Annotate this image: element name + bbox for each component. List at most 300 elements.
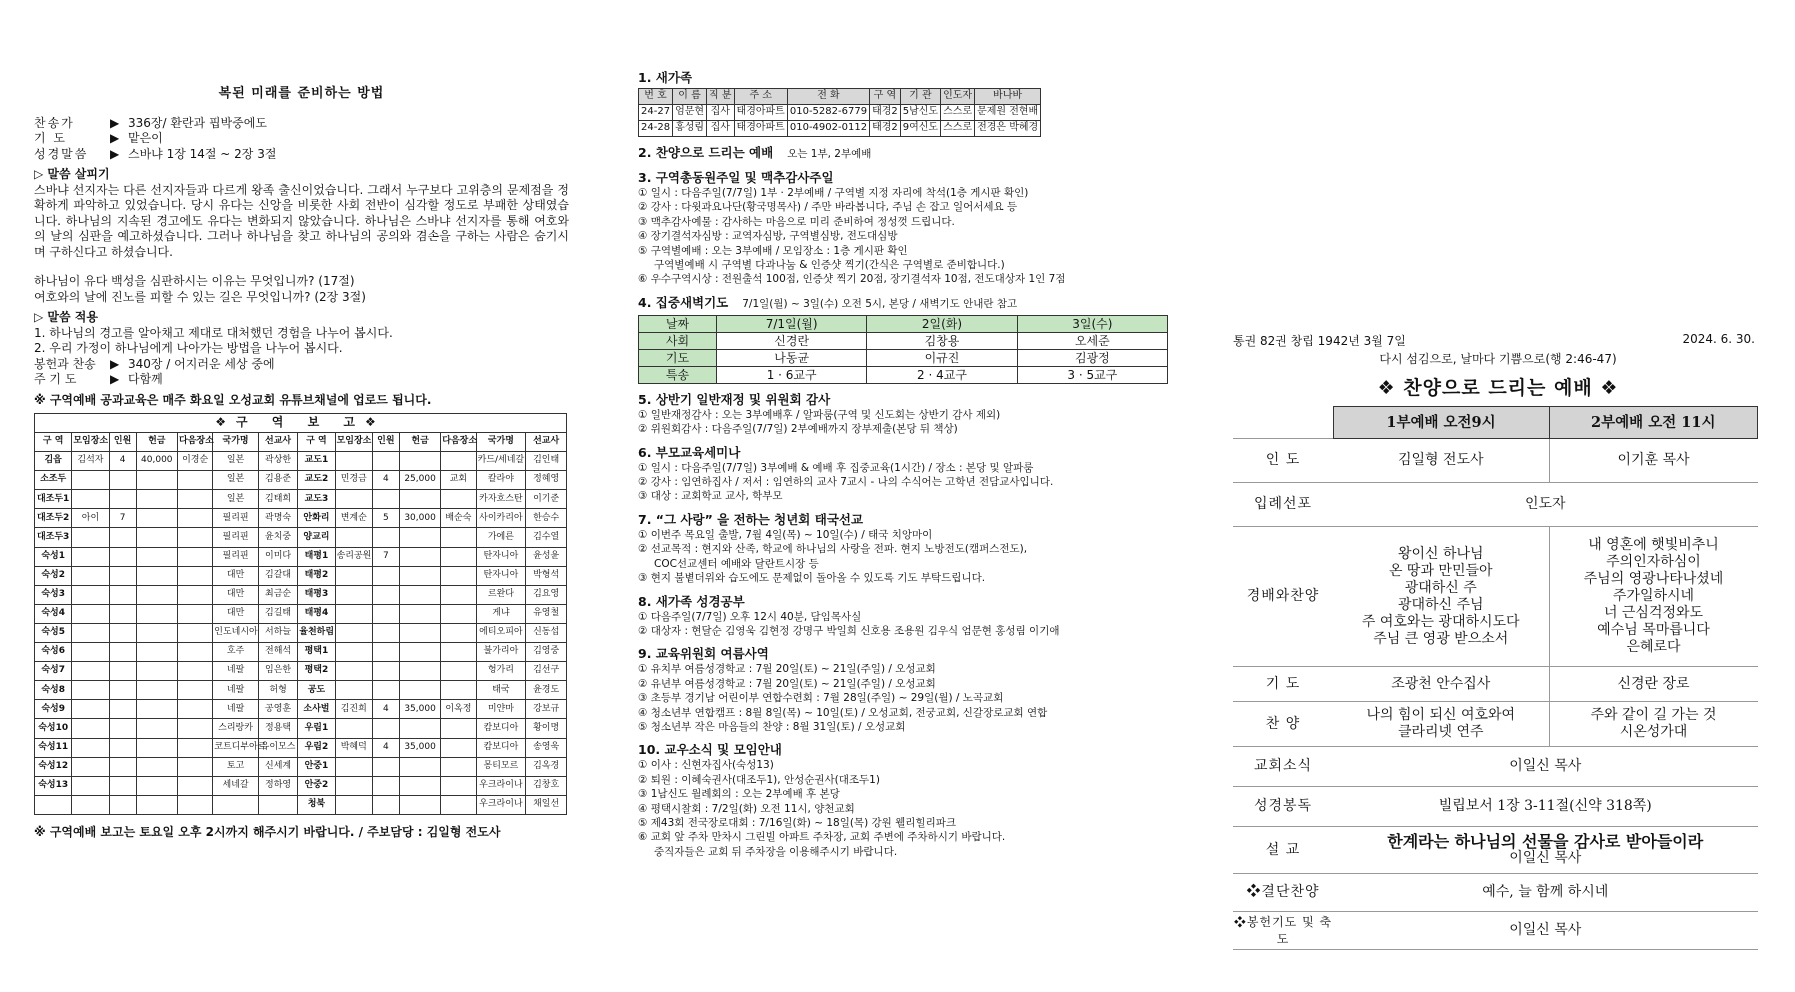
bulletin-header <box>1233 332 1763 349</box>
report-header-cell: 구 역 <box>298 433 335 452</box>
list-item: ② 강사 : 임연하집사 / 저서 : 임연하의 교사 7교시 - 나의 수식어는 고학년 전담교사입니다. <box>638 476 1054 489</box>
report-cell <box>178 795 213 814</box>
dawn-cell: 1 · 6교구 <box>717 366 867 383</box>
report-cell: 김갈대 <box>258 566 297 585</box>
report-cell <box>178 623 213 642</box>
report-cell <box>399 757 440 776</box>
report-cell <box>399 528 440 547</box>
report-cell <box>109 585 136 604</box>
report-cell <box>136 757 177 776</box>
new-family-table <box>638 88 1041 137</box>
report-cell: 가에른 <box>476 528 526 547</box>
dawn-cell: 특송 <box>639 366 717 383</box>
report-cell: 4 <box>372 471 399 490</box>
new-family-cell: 홍성림 <box>673 121 707 137</box>
new-family-header-cell: 구 역 <box>870 89 901 105</box>
section-title: 10. 교우소식 및 모임안내 <box>638 742 782 758</box>
report-cell: 김읍 <box>35 452 72 471</box>
report-cell <box>72 623 109 642</box>
worship-title: ❖ 찬양으로 드리는 예배 ❖ <box>1377 377 1619 399</box>
row-label: 교회소식 <box>1233 747 1333 787</box>
dawn-cell: 신경란 <box>717 332 867 349</box>
report-cell <box>372 452 399 471</box>
new-family-cell: 9여신도 <box>900 121 940 137</box>
row-value: 예수, 늘 함께 하시네 <box>1333 874 1758 912</box>
report-cell <box>72 471 109 490</box>
report-cell <box>72 738 109 757</box>
list-item: ① 이번주 목요일 출발, 7월 4일(목) ~ 10일(수) / 태국 치앙마이 <box>638 528 933 541</box>
report-cell: 유이모스 <box>258 738 297 757</box>
report-cell: 7 <box>109 509 136 528</box>
report-cell <box>109 604 136 623</box>
report-cell: 윤성윤 <box>526 547 567 566</box>
hymn-label: 찬송가 <box>34 115 75 130</box>
report-cell <box>335 719 372 738</box>
report-header-cell: 모임장소 <box>72 433 109 452</box>
report-cell: 신세계 <box>258 757 297 776</box>
report-cell <box>109 643 136 662</box>
report-cell: 우림1 <box>298 719 335 738</box>
report-cell <box>372 490 399 509</box>
row-label: 찬 양 <box>1233 702 1333 747</box>
report-cell <box>441 681 476 700</box>
report-cell <box>109 719 136 738</box>
worship-order <box>1233 0 1763 992</box>
report-cell <box>178 700 213 719</box>
row-sermon <box>1233 827 1758 874</box>
report-cell: 김용준 <box>258 471 297 490</box>
report-cell: 사이카리아 <box>476 509 526 528</box>
report-cell: 르완다 <box>476 585 526 604</box>
dawn-cell: 3 · 5교구 <box>1017 366 1167 383</box>
report-cell: 임은한 <box>258 662 297 681</box>
dawn-header-row <box>639 315 1168 332</box>
report-row <box>35 604 567 623</box>
arrow-icon: ▶ <box>110 372 120 386</box>
report-cell <box>372 795 399 814</box>
report-cell <box>136 623 177 642</box>
report-cell: 필리핀 <box>213 509 259 528</box>
report-cell: 카자흐스탄 <box>476 490 526 509</box>
report-cell: 김옥경 <box>526 757 567 776</box>
lesson-paragraph: 스바냐 선지자는 다른 선지자들과 다르게 왕족 출신이었습니다. 그래서 누구보다 고위층의 문제점을 정확하게 파악하고 있었습니다. 당시 유다는 신앙을 비롯한 사회 전반이 심각할 정도로 부패한 상태였습니다. 하나님의 지속된 경고에도 유다는 변화되지 않았습니다. 하나님은 스바냐 선지자를 통해 여호와의 날의 심판을 예고하셨습니다. 그러나 하나님을 찾고 하나님의 공의와 겸손을 구하는 사람은 숨기시며 구하신다고 하셨습니다. <box>34 182 569 259</box>
song-title: 온 땅과 만민들아 <box>1388 562 1493 579</box>
report-cell <box>399 566 440 585</box>
report-cell <box>72 795 109 814</box>
list-item: ① 일시 : 다음주일(7/7일) 3부예배 & 예배 후 집중교육(1시간) / 장소 : 본당 및 알파룸 <box>638 461 1034 474</box>
song-title: 주의인자하심이 <box>1606 554 1701 570</box>
item-list <box>638 408 1178 437</box>
report-cell <box>136 490 177 509</box>
report-cell <box>109 623 136 642</box>
dawn-cell: 사회 <box>639 332 717 349</box>
report-header-cell: 국가명 <box>476 433 526 452</box>
new-family-header-cell: 이 름 <box>673 89 707 105</box>
closing-prayer-label: 주 기 도 <box>34 372 77 386</box>
report-cell: 곽명숙 <box>258 509 297 528</box>
report-cell <box>335 643 372 662</box>
row-news <box>1233 747 1758 787</box>
report-cell: 7 <box>372 547 399 566</box>
report-cell <box>372 757 399 776</box>
report-cell <box>335 490 372 509</box>
report-cell <box>136 471 177 490</box>
prayer-line <box>34 131 569 147</box>
report-cell: 일본 <box>213 452 259 471</box>
report-cell <box>372 604 399 623</box>
dawn-cell: 이규진 <box>867 349 1017 366</box>
row-label: 경배와찬양 <box>1233 527 1333 667</box>
header-blank <box>1233 407 1333 439</box>
report-row <box>35 795 567 814</box>
list-item: ① 이사 : 신현자집사(숙성13) <box>638 759 774 772</box>
song-title: 주 여호와는 광대하시도다 <box>1361 613 1520 630</box>
report-cell: 숙성2 <box>35 566 72 585</box>
report-cell <box>72 700 109 719</box>
report-cell: 세네갈 <box>213 776 259 795</box>
report-cell: 스리랑카 <box>213 719 259 738</box>
report-header-row <box>35 433 567 452</box>
report-cell <box>399 623 440 642</box>
report-cell <box>372 662 399 681</box>
new-family-header-cell: 기 관 <box>900 89 940 105</box>
report-cell <box>72 776 109 795</box>
list-item: ② 선교목적 : 현지와 산족, 학교에 하나님의 사랑을 전파. 현지 노방전도(캠퍼스전도), <box>638 543 1028 556</box>
report-cell: 한승수 <box>526 509 567 528</box>
report-cell: 우크라이나 <box>476 776 526 795</box>
list-item: ① 유치부 여름성경학교 : 7월 20일(토) ~ 21일(주일) / 오성교회 <box>638 663 936 676</box>
report-cell: 에티오피아 <box>476 623 526 642</box>
dawn-cell: 기도 <box>639 349 717 366</box>
report-cell <box>72 490 109 509</box>
list-item: ⑥ 교회 앞 주차 만차시 그린빌 아파트 주차장, 교회 주변에 주차하시기 바랍니다. <box>638 831 1006 844</box>
row-reading <box>1233 787 1758 827</box>
report-cell: 김진희 <box>335 700 372 719</box>
item-list <box>638 662 1178 734</box>
list-item: COC선교센터 예배와 달란트시장 등 <box>654 557 819 570</box>
report-cell: 김요영 <box>526 585 567 604</box>
report-cell: 김수열 <box>526 528 567 547</box>
report-row <box>35 643 567 662</box>
report-cell <box>258 795 297 814</box>
report-cell: 김길태 <box>258 604 297 623</box>
report-cell: 교도1 <box>298 452 335 471</box>
list-item: ③ 1남신도 월례회의 : 오는 2부예배 후 본당 <box>638 788 840 801</box>
report-cell <box>399 490 440 509</box>
new-family-row <box>639 121 1041 137</box>
report-cell: 4 <box>372 738 399 757</box>
report-caption: ❖구 역 보 고❖ <box>35 414 567 433</box>
report-cell: 4 <box>372 700 399 719</box>
row-prayer <box>1233 667 1758 702</box>
report-cell: 캄보디아 <box>476 719 526 738</box>
report-cell: 5 <box>372 509 399 528</box>
report-cell <box>72 604 109 623</box>
report-row <box>35 547 567 566</box>
report-cell: 교도3 <box>298 490 335 509</box>
report-cell: 40,000 <box>136 452 177 471</box>
report-cell <box>399 585 440 604</box>
report-cell: 교도2 <box>298 471 335 490</box>
report-cell <box>441 547 476 566</box>
report-cell: 김인태 <box>526 452 567 471</box>
report-cell: 토고 <box>213 757 259 776</box>
report-cell <box>72 681 109 700</box>
report-cell: 대만 <box>213 604 259 623</box>
section-note: 7/1일(월) ~ 3일(수) 오전 5시, 본당 / 새벽기도 안내란 참고 <box>742 297 1018 310</box>
report-cell <box>178 776 213 795</box>
report-cell: 일본 <box>213 490 259 509</box>
song-title: 왕이신 하나님 <box>1397 545 1484 562</box>
song-title: 광대하신 주 <box>1404 579 1477 596</box>
report-cell <box>136 509 177 528</box>
row-label: ❖결단찬양 <box>1233 874 1333 912</box>
new-family-cell: 24-27 <box>639 105 673 121</box>
dawn-header-cell: 3일(수) <box>1017 315 1167 332</box>
new-family-cell: 태경2 <box>870 105 901 121</box>
section-title: 6. 부모교육세미나 <box>638 444 741 460</box>
closing-hymn-line <box>34 357 569 373</box>
announcements <box>638 0 1178 992</box>
new-family-cell: 집사 <box>707 105 735 121</box>
lesson-title: 복된 미래를 준비하는 방법 <box>218 86 385 101</box>
report-cell <box>178 738 213 757</box>
group-report-table <box>34 413 567 815</box>
new-family-header-cell: 직 분 <box>707 89 735 105</box>
list-item: ⑤ 청소년부 작은 마음들의 찬양 : 8월 31일(토) / 오성교회 <box>638 720 906 733</box>
report-cell: 유영철 <box>526 604 567 623</box>
song-title: 주가일하시네 <box>1612 588 1695 604</box>
report-cell: 35,000 <box>399 700 440 719</box>
row-label: 기 도 <box>1233 667 1333 702</box>
new-family-header-cell: 번 호 <box>639 89 673 105</box>
report-row <box>35 490 567 509</box>
report-cell <box>335 604 372 623</box>
list-item: ① 다음주일(7/7일) 오후 12시 40분, 담임목사실 <box>638 610 862 623</box>
report-cell <box>178 585 213 604</box>
report-cell <box>136 700 177 719</box>
report-cell: 대만 <box>213 566 259 585</box>
report-cell: 숙성5 <box>35 623 72 642</box>
report-cell: 채일선 <box>526 795 567 814</box>
report-cell: 공도 <box>298 681 335 700</box>
arrow-icon: ▶ <box>110 131 120 145</box>
report-cell: 서하늘 <box>258 623 297 642</box>
report-cell <box>109 528 136 547</box>
report-cell <box>109 795 136 814</box>
report-cell <box>372 528 399 547</box>
report-cell <box>72 585 109 604</box>
list-item: ⑤ 구역별예배 : 오는 3부예배 / 모임장소 : 1층 게시판 확인 <box>638 244 908 257</box>
arrow-icon: ▶ <box>110 115 120 130</box>
application-item: 1. 하나님의 경고를 알아채고 제대로 대처했던 경험을 나누어 봅시다. <box>34 325 393 340</box>
list-item: ① 일반재정감사 : 오는 3부예배후 / 알파룸(구역 및 신도회는 상반기 감사 제외) <box>638 408 1001 421</box>
report-header-cell: 인원 <box>109 433 136 452</box>
question: 하나님이 유다 백성을 심판하시는 이유는 무엇입니까? (17절) <box>34 274 355 288</box>
report-cell <box>441 795 476 814</box>
first-service-header: 1부예배 오전9시 <box>1333 407 1549 439</box>
report-cell <box>178 719 213 738</box>
report-cell <box>441 776 476 795</box>
dawn-cell: 2 · 4교구 <box>867 366 1017 383</box>
report-cell <box>178 662 213 681</box>
report-cell: 평택2 <box>298 662 335 681</box>
report-cell <box>399 643 440 662</box>
report-cell <box>441 452 476 471</box>
report-cell <box>136 738 177 757</box>
list-item: ③ 맥추감사예물 : 감사하는 마음으로 미리 준비하여 정성껏 드립니다. <box>638 215 955 228</box>
list-item: ④ 청소년부 연합캠프 : 8월 8일(목) ~ 10일(토) / 오성교회, 전궁교회, 신갈장로교회 연합 <box>638 706 1048 719</box>
report-cell: 태평1 <box>298 547 335 566</box>
row-value: 신경란 장로 <box>1549 667 1758 702</box>
list-item: ③ 현지 불볕더위와 습도에도 문제없이 돌아올 수 있도록 기도 부탁드립니다. <box>638 572 986 585</box>
dawn-header-cell: 2일(화) <box>867 315 1017 332</box>
closing-prayer-line <box>34 372 569 388</box>
row-value: 조광천 안수집사 <box>1333 667 1549 702</box>
report-cell: 이경순 <box>178 452 213 471</box>
report-cell: 대만 <box>213 585 259 604</box>
report-cell <box>335 662 372 681</box>
application-item: 2. 우리 가정이 하나님에게 나아가는 방법을 나누어 봅시다. <box>34 341 343 355</box>
row-label: 입례선포 <box>1233 483 1333 527</box>
section-note: 오는 1부, 2부예배 <box>787 148 872 160</box>
report-header-cell: 국가명 <box>213 433 259 452</box>
item-list <box>638 758 1178 859</box>
report-cell: 코트디부아르 <box>213 738 259 757</box>
report-cell <box>136 681 177 700</box>
report-cell: 숙성6 <box>35 643 72 662</box>
new-family-header-cell: 전 화 <box>787 89 869 105</box>
report-cell: 아이 <box>72 509 109 528</box>
report-cell: 청북 <box>298 795 335 814</box>
report-cell <box>335 681 372 700</box>
report-row <box>35 509 567 528</box>
report-cell <box>441 643 476 662</box>
section-title-text: 2. 찬양으로 드리는 예배 <box>638 145 774 160</box>
song-title: 주와 같이 길 가는 것 <box>1590 707 1717 723</box>
section-title <box>638 295 1178 312</box>
report-cell <box>72 757 109 776</box>
report-cell <box>372 719 399 738</box>
report-cell: 4 <box>109 452 136 471</box>
section-title: 1. 새가족 <box>638 70 693 85</box>
new-family-cell: 엄문현 <box>673 105 707 121</box>
report-cell <box>109 471 136 490</box>
report-cell: 황이명 <box>526 719 567 738</box>
report-cell <box>136 719 177 738</box>
new-family-row <box>639 105 1041 121</box>
report-cell <box>372 681 399 700</box>
report-cell <box>109 757 136 776</box>
song-title: 광대하신 주님 <box>1397 596 1484 613</box>
report-cell <box>399 776 440 795</box>
report-cell <box>441 623 476 642</box>
song-title: 내 영혼에 햇빛비추니 <box>1588 537 1719 553</box>
row-value: 이일신 목사 <box>1333 912 1758 950</box>
dawn-row <box>639 332 1168 349</box>
report-cell: 박혜덕 <box>335 738 372 757</box>
report-cell: 숙성3 <box>35 585 72 604</box>
report-cell: 숙성7 <box>35 662 72 681</box>
report-cell <box>109 700 136 719</box>
report-cell <box>399 452 440 471</box>
report-cell: 김태희 <box>258 490 297 509</box>
report-cell <box>136 547 177 566</box>
report-cell: 숙성13 <box>35 776 72 795</box>
song-title: 시온성가대 <box>1619 724 1688 740</box>
item-list <box>638 186 1178 287</box>
new-family-cell: 태경2 <box>870 121 901 137</box>
report-cell: 김선구 <box>526 662 567 681</box>
report-header-cell: 인원 <box>372 433 399 452</box>
row-value: 인도자 <box>1333 483 1758 527</box>
report-cell: 안화리 <box>298 509 335 528</box>
report-cell <box>441 566 476 585</box>
report-header-cell: 모임장소 <box>335 433 372 452</box>
report-cell <box>335 776 372 795</box>
row-value <box>1333 527 1549 667</box>
report-cell <box>72 662 109 681</box>
row-label: 설 교 <box>1233 827 1333 874</box>
report-cell <box>72 547 109 566</box>
row-offering <box>1233 912 1758 950</box>
report-cell <box>178 547 213 566</box>
report-cell: 숙성4 <box>35 604 72 623</box>
report-cell <box>136 795 177 814</box>
bulletin-date: 2024. 6. 30. <box>1682 332 1755 346</box>
row-label: 인 도 <box>1233 439 1333 483</box>
new-family-header-cell: 바나바 <box>975 89 1041 105</box>
report-cell: 네팔 <box>213 662 259 681</box>
item-list <box>638 528 1178 586</box>
report-cell <box>109 566 136 585</box>
report-cell: 윤경도 <box>526 681 567 700</box>
row-praise <box>1233 527 1758 667</box>
report-cell: 안중2 <box>298 776 335 795</box>
motto-verse: 다시 섬김으로, 날마다 기쁨으로(행 2:46-47) <box>1379 352 1617 366</box>
report-cell <box>136 604 177 623</box>
report-row <box>35 681 567 700</box>
report-cell <box>441 604 476 623</box>
row-value <box>1549 527 1758 667</box>
report-row <box>35 585 567 604</box>
report-cell: 윤치중 <box>258 528 297 547</box>
hymn-line <box>34 116 569 132</box>
new-family-cell: 전경은 박혜경 <box>975 121 1041 137</box>
report-cell: 배순숙 <box>441 509 476 528</box>
new-family-cell: 스스로 <box>941 121 975 137</box>
report-row <box>35 452 567 471</box>
report-cell <box>335 623 372 642</box>
report-cell: 캄보디아 <box>476 738 526 757</box>
report-cell <box>399 681 440 700</box>
report-cell <box>178 757 213 776</box>
song-title: 주님 큰 영광 받으소서 <box>1373 630 1509 647</box>
report-footer: ※ 구역예배 보고는 토요일 오후 2시까지 해주시기 바랍니다. / 주보담당 : 김일형 전도사 <box>34 824 501 839</box>
list-item: ① 일시 : 다음주일(7/7일) 1부 · 2부예배 / 구역별 지정 자리에 착석(1층 게시판 확인) <box>638 187 1029 199</box>
report-cell <box>335 585 372 604</box>
report-cell: 호주 <box>213 643 259 662</box>
new-family-header-cell: 인도자 <box>941 89 975 105</box>
new-family-cell: 문제원 전현배 <box>975 105 1041 121</box>
report-cell: 민경금 <box>335 471 372 490</box>
report-header-cell: 구 역 <box>35 433 72 452</box>
new-family-cell: 010-4902-0112 <box>787 121 869 137</box>
report-cell: 태평2 <box>298 566 335 585</box>
report-cell <box>136 585 177 604</box>
report-cell: 소사벌 <box>298 700 335 719</box>
report-cell <box>178 681 213 700</box>
